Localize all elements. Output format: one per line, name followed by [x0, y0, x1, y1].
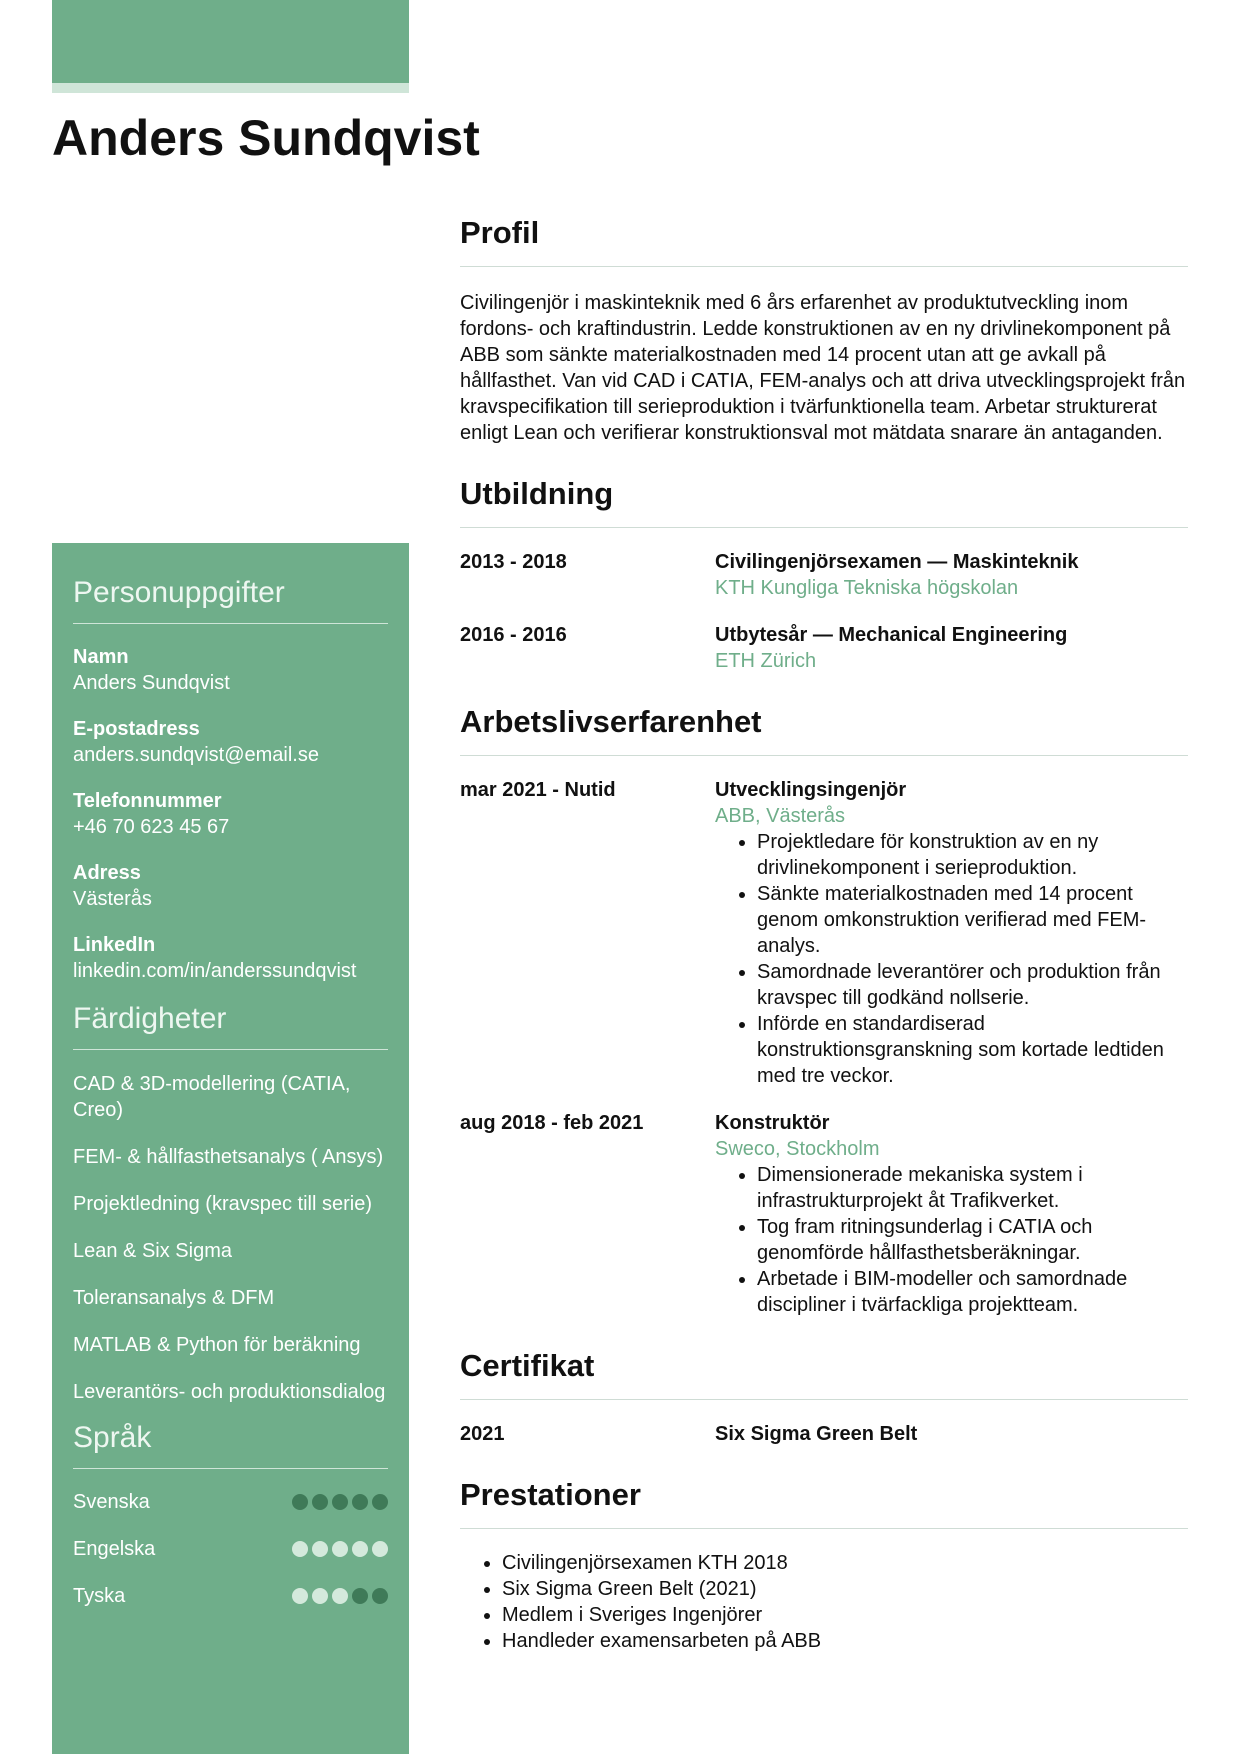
language-name: Svenska — [73, 1491, 150, 1513]
language-item — [73, 1536, 388, 1562]
education-entry — [460, 549, 1188, 601]
entry-bullets — [715, 1162, 1188, 1318]
achievement-item: • Civilingenjörsexamen KTH 2018 — [502, 1550, 1188, 1576]
level-dot — [372, 1541, 388, 1557]
entry-date: 2013 - 2018 — [460, 551, 567, 573]
entry-date: aug 2018 - feb 2021 — [460, 1112, 644, 1134]
entry-title: Konstruktör — [715, 1112, 830, 1134]
personal-field — [73, 932, 388, 984]
personal-heading: Personuppgifter — [73, 573, 388, 624]
language-level-dots — [292, 1588, 388, 1604]
experience-heading: Arbetslivserfarenhet — [460, 702, 1188, 756]
field-value: Anders Sundqvist — [73, 672, 230, 694]
language-name: Tyska — [73, 1585, 126, 1607]
experience-section — [460, 702, 1188, 1318]
level-dot — [332, 1588, 348, 1604]
level-dot — [352, 1494, 368, 1510]
level-dot — [332, 1494, 348, 1510]
entry-body — [715, 549, 1188, 601]
certificate-entry — [460, 1421, 1188, 1447]
entry-school: KTH Kungliga Tekniska högskolan — [715, 577, 1019, 599]
entry-title: Six Sigma Green Belt — [715, 1423, 918, 1445]
level-dot — [312, 1494, 328, 1510]
linkedin-link[interactable]: linkedin.com/in/anderssundqvist — [73, 960, 357, 982]
skill-item: Toleransanalys & DFM — [73, 1287, 275, 1309]
skill-item: Projektledning (kravspec till serie) — [73, 1193, 373, 1215]
level-dot — [352, 1588, 368, 1604]
achievements-section — [460, 1475, 1188, 1654]
skill-item: MATLAB & Python för beräkning — [73, 1334, 361, 1356]
field-label: Namn — [73, 646, 129, 668]
level-dot — [372, 1588, 388, 1604]
entry-date: 2016 - 2016 — [460, 624, 567, 646]
skills-list — [73, 1071, 388, 1405]
level-dot — [372, 1494, 388, 1510]
field-label: Telefonnummer — [73, 790, 222, 812]
email-value[interactable]: anders.sundqvist@email.se — [73, 744, 319, 766]
bullet-item: • Införde en standardiserad konstruktionsgranskning som kortade ledtiden med tre veckor. — [757, 1011, 1188, 1089]
bullet-item: • Samordnade leverantörer och produktion från kravspec till godkänd nollserie. — [757, 959, 1188, 1011]
level-dot — [312, 1588, 328, 1604]
bullet-item: • Dimensionerade mekaniska system i infrastrukturprojekt åt Trafikverket. — [757, 1162, 1188, 1214]
languages-list — [73, 1489, 388, 1609]
skill-item: FEM- & hållfasthetsanalys ( Ansys) — [73, 1146, 384, 1168]
field-label: LinkedIn — [73, 934, 156, 956]
entry-date: mar 2021 - Nutid — [460, 779, 616, 801]
achievement-item: • Handleder examensarbeten på ABB — [502, 1628, 1188, 1654]
profile-section — [460, 213, 1188, 446]
phone-value: +46 70 623 45 67 — [73, 816, 230, 838]
entry-date: 2021 — [460, 1423, 505, 1445]
entry-body — [715, 777, 1188, 1089]
entry-school: ETH Zürich — [715, 650, 817, 672]
bullet-item: • Tog fram ritningsunderlag i CATIA och genomförde hållfasthetsberäkningar. — [757, 1214, 1188, 1266]
entry-company: ABB, Västerås — [715, 805, 846, 827]
level-dot — [292, 1494, 308, 1510]
header-accent-block — [52, 0, 409, 83]
level-dot — [332, 1541, 348, 1557]
skills-heading: Färdigheter — [73, 999, 388, 1050]
achievement-item: • Six Sigma Green Belt (2021) — [502, 1576, 1188, 1602]
bullet-item: • Sänkte materialkostnaden med 14 procent genom omkonstruktion verifierad med FEM-analys. — [757, 881, 1188, 959]
entry-title: Utbytesår — Mechanical Engineering — [715, 624, 1068, 646]
language-name: Engelska — [73, 1538, 156, 1560]
education-heading: Utbildning — [460, 474, 1188, 528]
skill-item: Lean & Six Sigma — [73, 1240, 232, 1262]
profile-text: Civilingenjör i maskinteknik med 6 års erfarenhet av produktutveckling inom fordons- och kraftindustrin. Ledde konstruktionen av en ny drivlinekomponent på ABB som sänkte materialkostnaden med 14 procent utan att ge avkall på hållfasthet. Van vid CAD i CATIA, FEM-analys och att driva utvecklingsprojekt från kravspecifikation till serieproduktion i tvärfunktionella team. Arbetar strukturerat enligt Lean och verifierar konstruktionsval mot mätdata snarare än antaganden. — [460, 292, 1186, 444]
experience-entry — [460, 1110, 1188, 1318]
achievements-heading: Prestationer — [460, 1475, 1188, 1529]
main-content — [460, 213, 1188, 1654]
certificates-heading: Certifikat — [460, 1346, 1188, 1400]
entry-company: Sweco, Stockholm — [715, 1138, 880, 1160]
level-dot — [352, 1541, 368, 1557]
profile-heading: Profil — [460, 213, 1188, 267]
education-section — [460, 474, 1188, 674]
language-level-dots — [292, 1541, 388, 1557]
achievements-list — [460, 1550, 1188, 1654]
experience-entry — [460, 777, 1188, 1089]
language-level-dots — [292, 1494, 388, 1510]
language-item — [73, 1489, 388, 1515]
personal-field — [73, 716, 388, 768]
field-label: Adress — [73, 862, 141, 884]
personal-field — [73, 644, 388, 696]
entry-body — [715, 1110, 1188, 1318]
address-value: Västerås — [73, 888, 152, 910]
header-accent-stripe — [52, 83, 409, 93]
skill-item: CAD & 3D-modellering (CATIA, Creo) — [73, 1073, 351, 1121]
personal-field — [73, 860, 388, 912]
sidebar — [52, 543, 409, 1754]
entry-body — [715, 1421, 1188, 1447]
languages-heading: Språk — [73, 1418, 388, 1469]
language-item — [73, 1583, 388, 1609]
level-dot — [292, 1541, 308, 1557]
skill-item: Leverantörs- och produktionsdialog — [73, 1381, 386, 1403]
candidate-name: Anders Sundqvist — [52, 110, 480, 166]
personal-fields — [73, 644, 388, 984]
personal-field — [73, 788, 388, 840]
education-entry — [460, 622, 1188, 674]
bullet-item: • Arbetade i BIM-modeller och samordnade discipliner i tvärfackliga projektteam. — [757, 1266, 1188, 1318]
entry-title: Civilingenjörsexamen — Maskinteknik — [715, 551, 1079, 573]
entry-bullets — [715, 829, 1188, 1089]
bullet-item: • Projektledare för konstruktion av en ny drivlinekomponent i serieproduktion. — [757, 829, 1188, 881]
entry-body — [715, 622, 1188, 674]
certificates-section — [460, 1346, 1188, 1447]
level-dot — [292, 1588, 308, 1604]
achievement-item: • Medlem i Sveriges Ingenjörer — [502, 1602, 1188, 1628]
level-dot — [312, 1541, 328, 1557]
entry-title: Utvecklingsingenjör — [715, 779, 907, 801]
field-label: E-postadress — [73, 718, 200, 740]
